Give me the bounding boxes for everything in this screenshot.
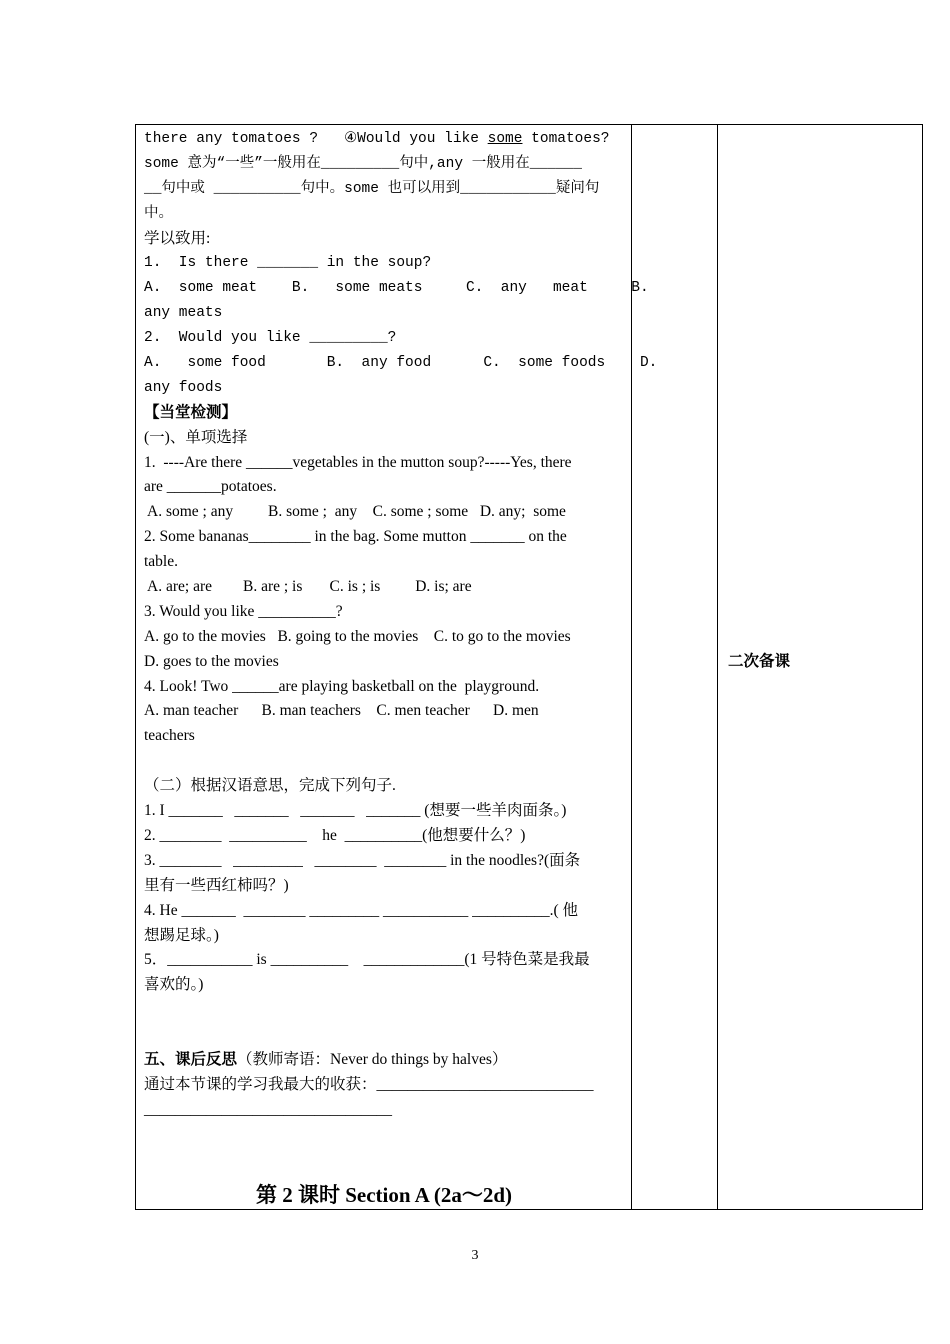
text-line	[144, 401, 626, 426]
text-segment: table.	[144, 553, 178, 571]
text-segment: any meats	[144, 305, 223, 322]
text-line	[144, 1073, 626, 1098]
text-segment: A. some ; any B. some ; any C. some ; some D. any; some	[144, 503, 566, 521]
text-line	[144, 650, 626, 675]
text-line	[144, 202, 626, 227]
text-line	[144, 675, 626, 700]
main-content	[144, 127, 658, 1123]
text-line	[144, 699, 626, 724]
page-number: 3	[471, 1248, 479, 1263]
text-segment: there any tomatoes ? ④Would you like	[144, 131, 488, 147]
text-line	[144, 326, 626, 351]
text-segment: 【当堂检测】	[144, 403, 238, 421]
text-line	[144, 948, 626, 973]
text-line	[144, 550, 626, 575]
text-segment: 五、课后反思	[144, 1050, 238, 1068]
text-line	[144, 1098, 626, 1123]
text-segment: tomatoes?	[522, 131, 610, 147]
secondary-prep-label: 二次备课	[728, 652, 791, 670]
text-segment: 3. Would you like __________?	[144, 602, 343, 620]
text-segment: A. go to the movies B. going to the movies C. to go to the movies	[144, 627, 571, 645]
text-line	[144, 973, 626, 998]
text-segment: 喜欢的。)	[144, 976, 204, 994]
text-segment: (一)、单项选择	[144, 428, 248, 446]
text-segment: 5．___________ is __________ _____________(1 号特色菜是我最	[144, 951, 590, 969]
text-segment: ________________________________	[144, 1100, 392, 1118]
text-segment: 1. I _______ _______ _______ _______ (想要一些羊肉面条。)	[144, 802, 567, 820]
text-line	[144, 774, 626, 799]
text-line	[144, 127, 626, 152]
text-line	[144, 899, 626, 924]
text-line	[144, 351, 658, 376]
underlined-word: some	[487, 131, 523, 147]
text-line	[144, 475, 626, 500]
text-segment: some 意为“一些”一般用在_________句中,any 一般用在______	[144, 155, 582, 172]
text-segment: 3. ________ _________ ________ ________ in the noodles?(面条	[144, 851, 581, 869]
text-segment: 1. Is there _______ in the soup?	[144, 255, 432, 272]
text-segment: 1. ----Are there ______vegetables in the mutton soup?-----Yes, there	[144, 453, 572, 471]
text-line	[144, 451, 626, 476]
text-line	[144, 998, 626, 1023]
text-segment: 2. ________ __________ he __________(他想要什么？)	[144, 826, 526, 844]
text-segment: （二）根据汉语意思，完成下列句子.	[144, 777, 396, 795]
text-line	[144, 525, 626, 550]
text-segment: 想踢足球。)	[144, 926, 219, 944]
text-line	[144, 152, 626, 177]
text-line	[144, 824, 626, 849]
text-segment: 里有一些西红柿吗？)	[144, 876, 289, 894]
text-line	[144, 376, 626, 401]
text-line	[144, 724, 626, 749]
text-segment: 中。	[144, 205, 173, 222]
text-line	[144, 874, 626, 899]
text-line	[144, 251, 626, 276]
text-segment: 通过本节课的学习我最大的收获：____________________________	[144, 1075, 594, 1093]
text-line	[144, 600, 626, 625]
main-column	[136, 125, 658, 1209]
text-segment: D. goes to the movies	[144, 652, 279, 670]
text-line	[144, 1048, 626, 1073]
text-line	[144, 227, 626, 252]
text-line	[144, 749, 626, 774]
text-line	[144, 625, 626, 650]
text-segment: 2. Some bananas________ in the bag. Some mutton _______ on the	[144, 528, 567, 546]
text-segment: A. some food B. any food C. some foods D.	[144, 355, 658, 372]
text-segment: __句中或 __________句中。some 也可以用到___________疑问句	[144, 180, 600, 197]
text-segment: 2. Would you like _________?	[144, 330, 397, 347]
text-segment: any foods	[144, 379, 223, 396]
middle-column	[632, 125, 718, 1209]
text-segment: teachers	[144, 727, 195, 745]
text-line	[144, 924, 626, 949]
text-segment: A. some meat B. some meats C. any meat B.	[144, 280, 649, 297]
text-line	[144, 426, 626, 451]
right-column	[718, 125, 922, 1209]
text-line	[144, 500, 626, 525]
text-line	[144, 849, 626, 874]
text-segment: A. are; are B. are ; is C. is ; is D. is; are	[144, 578, 472, 596]
text-line	[144, 301, 626, 326]
section-heading: 第 2 课时 Section A (2a～2d)	[255, 1183, 513, 1207]
text-segment: are _______potatoes.	[144, 478, 277, 496]
text-segment: （教师寄语：Never do things by halves）	[237, 1050, 508, 1068]
text-segment: 4. Look! Two ______are playing basketball on the playground.	[144, 677, 540, 695]
text-line	[144, 799, 626, 824]
text-line	[144, 177, 626, 202]
text-segment: A. man teacher B. man teachers C. men teacher D. men	[144, 702, 539, 720]
lesson-table	[135, 124, 923, 1210]
text-line	[144, 575, 626, 600]
text-line	[144, 1023, 626, 1048]
text-line	[144, 276, 649, 301]
text-segment: 4. He _______ ________ _________ ___________ __________.( 他	[144, 901, 578, 919]
text-segment: 学以致用:	[144, 229, 211, 247]
